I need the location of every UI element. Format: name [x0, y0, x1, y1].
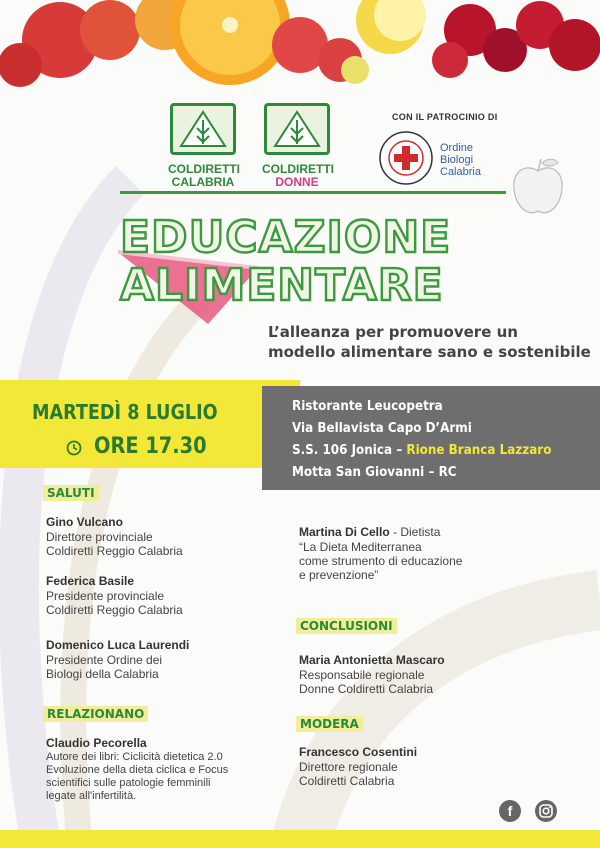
ordine-biologi-line2: Biologi: [440, 154, 474, 166]
venue-district: Rione Branca Lazzaro: [406, 443, 552, 458]
speaker-name: Federica Basile: [46, 574, 135, 588]
speaker-name: Gino Vulcano: [46, 515, 123, 529]
header-divider: [120, 191, 506, 194]
relatore-2: [299, 525, 462, 582]
saluti-speaker-1: [46, 515, 183, 558]
speaker-name: Maria Antonietta Mascaro: [299, 653, 445, 667]
speaker-role-line2: Coldiretti Reggio Calabria: [46, 544, 183, 558]
modera-heading: MODERA: [296, 716, 363, 732]
speaker-role-line2: Evoluzione della dieta ciclica e Focus: [46, 764, 229, 776]
event-time: ORE 17.30: [94, 434, 207, 459]
event-date: MARTEDÌ 8 LUGLIO: [32, 400, 218, 424]
speaker-role-line3: scientifici sulle patologie femminili: [46, 777, 211, 789]
venue-line3: [292, 440, 551, 462]
venue-road: S.S. 106 Jonica –: [292, 443, 407, 458]
coldiretti-calabria-line1: COLDIRETTI: [168, 162, 240, 176]
venue-line2: Via Bellavista Capo D’Armi: [292, 421, 472, 436]
apple-icon: [508, 155, 568, 221]
talk-title-line3: e prevenzione”: [299, 568, 379, 582]
speaker-role-line1: Presidente provinciale: [46, 589, 165, 603]
coldiretti-wheat-icon: [170, 103, 236, 155]
speaker-title: - Dietista: [389, 525, 441, 539]
speaker-name: Martina Di Cello: [299, 525, 390, 539]
speaker-role-line1: Direttore provinciale: [46, 530, 153, 544]
ordine-biologi-seal-icon: [378, 130, 434, 186]
facebook-icon[interactable]: f: [499, 800, 521, 822]
bottom-band: [0, 830, 600, 848]
relatore-1: [46, 736, 228, 803]
saluti-speaker-3: [46, 638, 189, 681]
speaker-role-line1: Responsabile regionale: [299, 668, 425, 682]
saluti-heading: SALUTI: [43, 485, 99, 501]
speaker-name: Claudio Pecorella: [46, 736, 147, 750]
event-title-line2: ALIMENTARE: [120, 260, 444, 311]
speaker-role-line1: Autore dei libri: Ciclicità dietetica 2.0: [46, 751, 223, 763]
saluti-speaker-2: [46, 574, 183, 617]
ordine-biologi-line3: Calabria: [440, 166, 481, 178]
conclusioni-speaker: [299, 653, 445, 696]
speaker-role-line2: Donne Coldiretti Calabria: [299, 682, 434, 696]
event-title-line1: EDUCAZIONE: [120, 212, 452, 263]
subtitle-line1: L’alleanza per promuovere un: [268, 323, 518, 341]
speaker-name: Domenico Luca Laurendi: [46, 638, 190, 652]
coldiretti-donne-wheat-icon: [264, 103, 330, 155]
subtitle-line2: modello alimentare sano e sostenibile: [268, 343, 591, 361]
fruit-header-image: [0, 0, 600, 95]
venue-line1: Ristorante Leucopetra: [292, 399, 443, 414]
speaker-role-line2: Coldiretti Reggio Calabria: [46, 603, 183, 617]
coldiretti-donne-logo: [262, 103, 332, 189]
speaker-role-line2: Coldiretti Calabria: [299, 774, 395, 788]
conclusioni-heading: CONCLUSIONI: [296, 618, 397, 634]
coldiretti-calabria-line2: CALABRIA: [171, 175, 235, 189]
relazionano-heading: RELAZIONANO: [43, 706, 148, 722]
speaker-role-line2: Biologi della Calabria: [46, 667, 159, 681]
speaker-role-line4: legate all'infertilità.: [46, 790, 137, 802]
speaker-role-line1: Presidente Ordine dei: [46, 653, 163, 667]
talk-title-line2: come strumento di educazione: [299, 554, 463, 568]
ordine-biologi-line1: Ordine: [440, 142, 474, 154]
moderatore: [299, 745, 417, 788]
relatore-2-header: [299, 525, 462, 540]
coldiretti-calabria-logo: [168, 103, 238, 189]
clock-icon: [66, 440, 82, 456]
coldiretti-donne-line2: DONNE: [275, 175, 319, 189]
venue-line4: Motta San Giovanni – RC: [292, 465, 457, 480]
speaker-name: Francesco Cosentini: [299, 745, 418, 759]
ordine-biologi-logo: [378, 130, 508, 186]
talk-title-line1: “La Dieta Mediterranea: [299, 540, 422, 554]
instagram-icon[interactable]: [535, 800, 557, 822]
speaker-role-line1: Direttore regionale: [299, 760, 398, 774]
patrocinio-label: CON IL PATROCINIO DI: [392, 112, 498, 122]
coldiretti-donne-line1: COLDIRETTI: [262, 162, 334, 176]
